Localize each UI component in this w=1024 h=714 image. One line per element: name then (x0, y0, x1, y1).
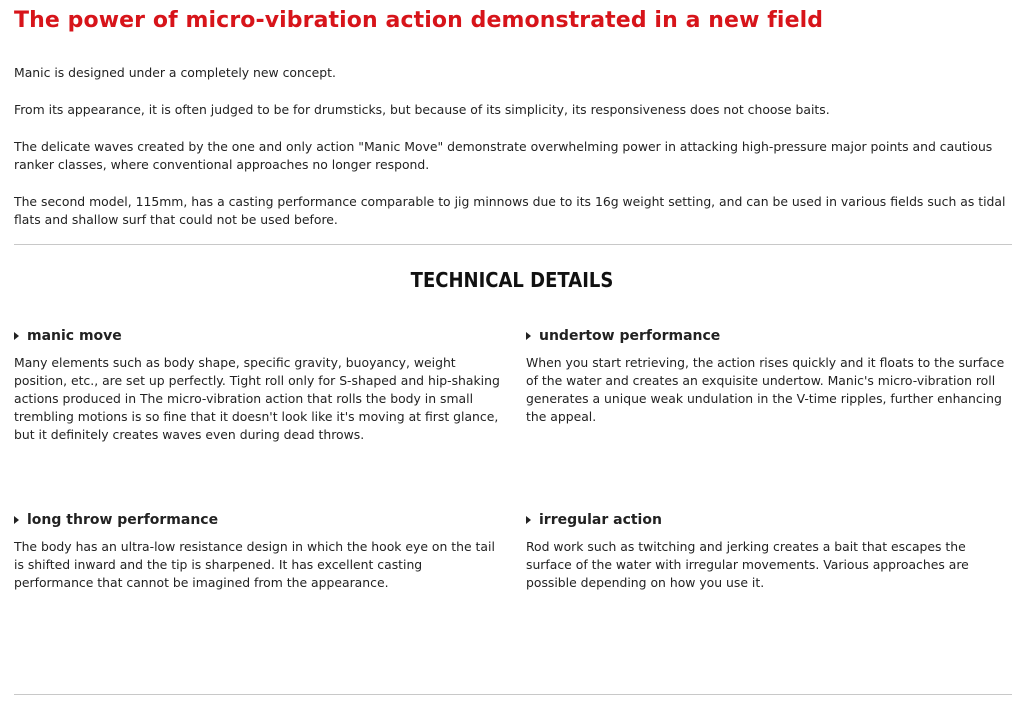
detail-irregular-action (526, 510, 1014, 592)
intro-paragraph: Manic is designed under a completely new concept. (14, 65, 336, 80)
detail-manic-move (14, 326, 502, 444)
technical-details-title: TECHNICAL DETAILS (410, 268, 614, 292)
intro-paragraph: The second model, 115mm, has a casting performance comparable to jig minnows due to its 16g weight setting, and can be used in various fields such as tidal flats and shallow surf that could not be used before. (14, 194, 1006, 227)
detail-heading (14, 326, 502, 346)
intro-section (14, 64, 1012, 248)
caret-right-icon (14, 332, 19, 340)
intro-paragraph: The delicate waves created by the one and only action "Manic Move" demonstrate overwhelming power in attacking high-pressure major points and cautious ranker classes, where conventional approaches no longer respond. (14, 139, 993, 172)
detail-heading-text: irregular action (539, 512, 662, 528)
page-headline: The power of micro-vibration action demonstrated in a new field (14, 8, 824, 33)
section-divider (14, 694, 1012, 695)
detail-body: The body has an ultra-low resistance design in which the hook eye on the tail is shifted inward and the tip is sharpened. It has excellent casting performance that cannot be imagined from the appearance. (14, 539, 495, 590)
caret-right-icon (526, 516, 531, 524)
detail-heading-text: manic move (27, 328, 122, 344)
detail-heading (526, 510, 1014, 530)
intro-paragraph: From its appearance, it is often judged to be for drumsticks, but because of its simplicity, its responsiveness does not choose baits. (14, 102, 830, 117)
detail-heading (14, 510, 502, 530)
detail-heading-text: undertow performance (539, 328, 721, 344)
detail-body: Many elements such as body shape, specific gravity, buoyancy, weight position, etc., are set up perfectly. Tight roll only for S-shaped and hip-shaking actions produced in The micro-vibration action that rolls the body in small trembling motions is so fine that it doesn't look like it's moving at first glance, but it definitely creates waves even during dead throws. (14, 355, 500, 442)
section-divider (14, 244, 1012, 245)
detail-heading (526, 326, 1014, 346)
caret-right-icon (526, 332, 531, 340)
caret-right-icon (14, 516, 19, 524)
detail-long-throw-performance (14, 510, 502, 592)
detail-body: When you start retrieving, the action rises quickly and it floats to the surface of the water and creates an exquisite undertow. Manic's micro-vibration roll generates a unique weak undulation in the V-time ripples, further enhancing the appeal. (526, 355, 1005, 424)
detail-undertow-performance (526, 326, 1014, 426)
detail-heading-text: long throw performance (27, 512, 219, 528)
detail-body: Rod work such as twitching and jerking creates a bait that escapes the surface of the water with irregular movements. Various approaches are possible depending on how you use it. (526, 539, 969, 590)
